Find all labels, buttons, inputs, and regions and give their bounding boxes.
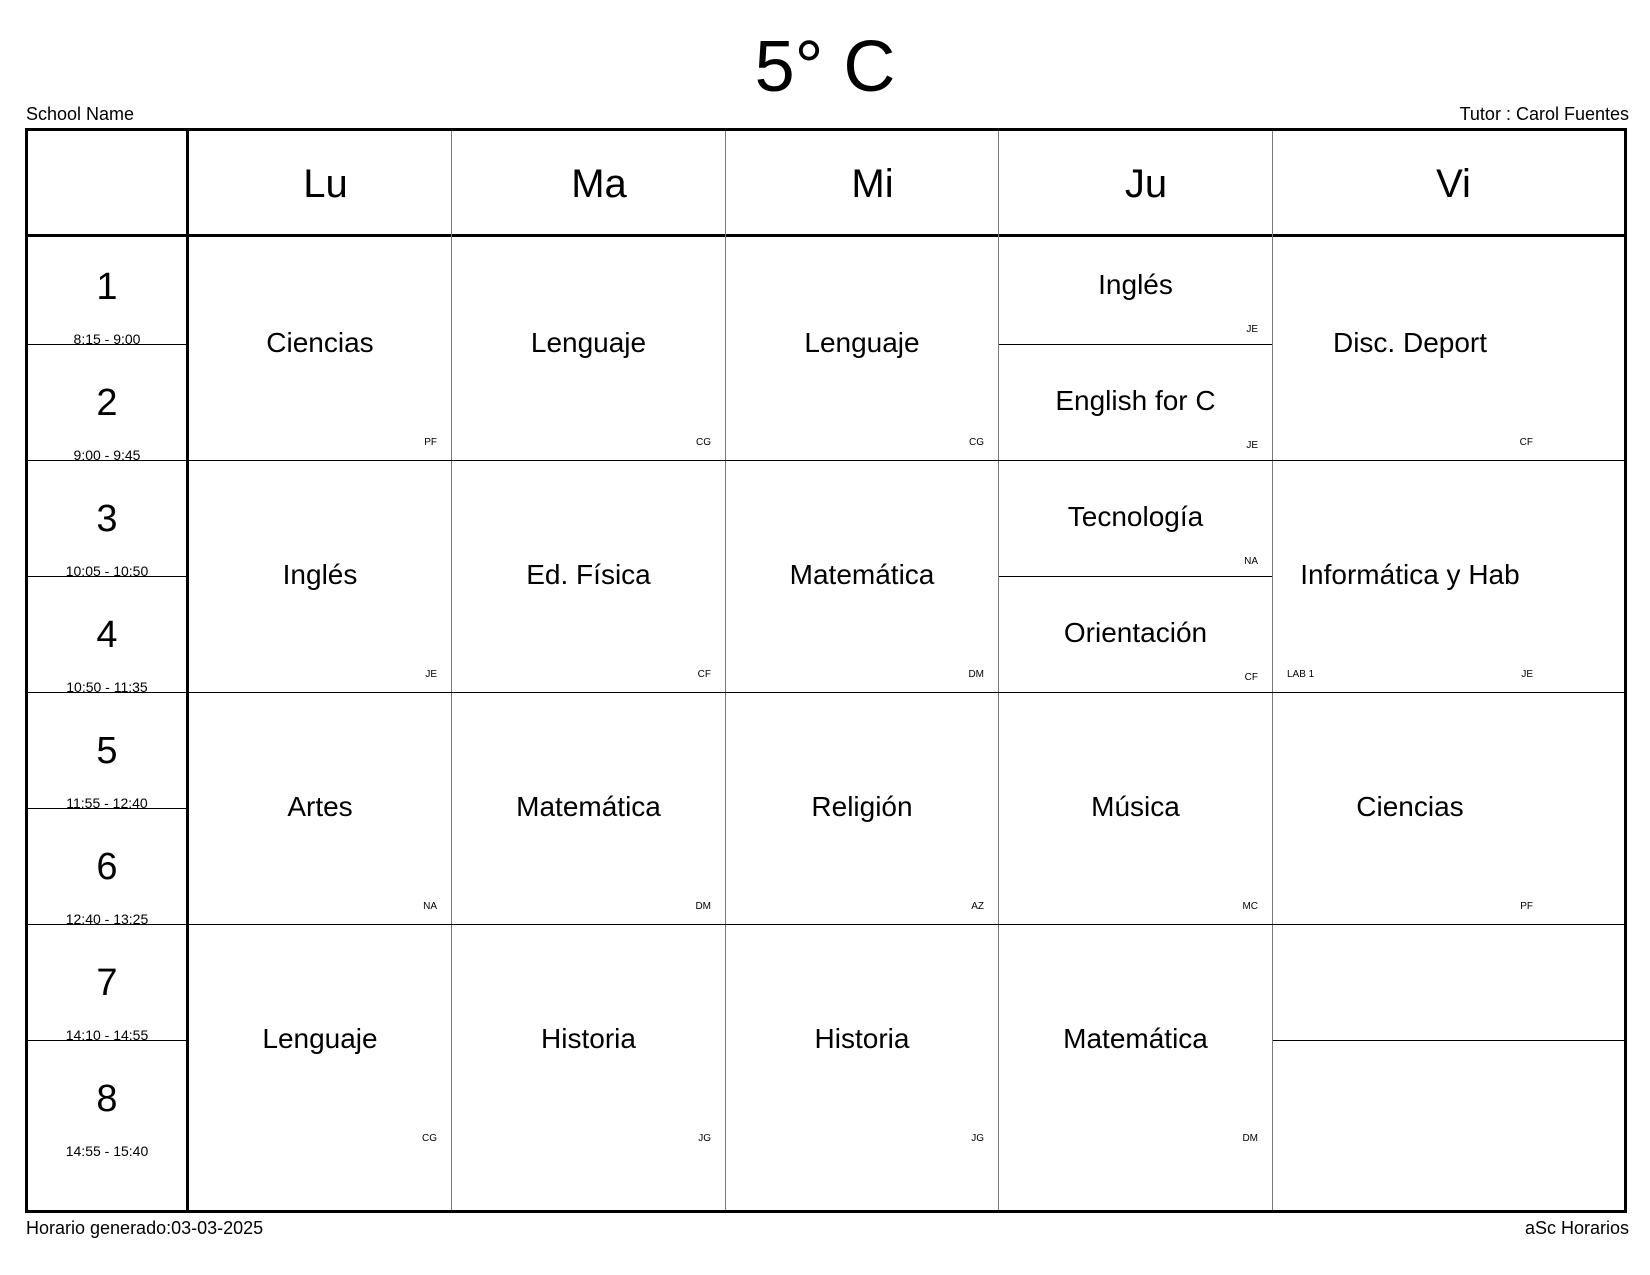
lesson-cell[interactable] (999, 925, 1272, 1156)
lesson-cell[interactable] (999, 461, 1272, 576)
lesson-cell[interactable] (1273, 228, 1547, 460)
lesson-cell[interactable] (1273, 461, 1547, 692)
lesson-subject: Lenguaje (804, 327, 920, 358)
lesson-subject: Religión (811, 791, 913, 822)
period-4 (28, 613, 186, 696)
period-time: 14:55 - 15:40 (65, 1143, 149, 1159)
lesson-teacher: DM (1242, 1133, 1258, 1144)
period-6 (28, 845, 186, 928)
lesson-subject: Inglés (1098, 269, 1173, 300)
lesson-teacher: CG (969, 437, 984, 448)
lesson-cell[interactable] (999, 577, 1272, 692)
lesson-teacher: JG (971, 1133, 984, 1144)
lesson-subject: Inglés (282, 559, 358, 590)
period-number: 6 (96, 846, 118, 888)
lesson-teacher: CF (1244, 672, 1258, 683)
lesson-subject: Matemática (1063, 1023, 1208, 1054)
lesson-cell[interactable] (726, 228, 998, 460)
lesson-cell[interactable] (189, 925, 451, 1156)
lesson-room: LAB 1 (1287, 669, 1315, 680)
timetable-grid (25, 128, 1627, 1213)
lesson-cell[interactable] (189, 461, 451, 692)
empty-slot[interactable] (1273, 925, 1624, 1040)
lesson-cell[interactable] (452, 461, 725, 692)
day-header-ju: Ju (1124, 161, 1168, 206)
period-time: 9:00 - 9:45 (73, 447, 141, 463)
period-time: 12:40 - 13:25 (65, 911, 149, 927)
lesson-cell[interactable] (189, 693, 451, 924)
lesson-subject: Lenguaje (262, 1023, 378, 1054)
lesson-cell[interactable] (999, 345, 1272, 460)
lesson-cell[interactable] (726, 461, 998, 692)
lesson-cell[interactable] (452, 925, 725, 1156)
lesson-subject: Matemática (516, 791, 661, 822)
period-time: 8:15 - 9:00 (73, 331, 141, 347)
period-2 (28, 381, 186, 464)
lesson-teacher: JE (1246, 324, 1258, 335)
lesson-subject: Ciencias (266, 327, 374, 358)
day-header-lu: Lu (303, 161, 348, 206)
lesson-subject: Orientación (1063, 617, 1208, 648)
period-3 (28, 497, 186, 580)
lesson-teacher: PF (1520, 901, 1533, 912)
period-number: 4 (96, 614, 118, 656)
period-number: 1 (96, 266, 118, 308)
lesson-teacher: CG (696, 437, 711, 448)
period-number: 8 (96, 1078, 118, 1120)
lesson-teacher: JE (425, 669, 437, 680)
lesson-teacher: MC (1242, 901, 1258, 912)
tutor-label: Tutor : Carol Fuentes (1459, 104, 1629, 124)
period-time: 11:55 - 12:40 (66, 795, 148, 811)
lesson-teacher: NA (1244, 556, 1258, 567)
lesson-cell[interactable] (189, 228, 451, 460)
lesson-subject: Música (1091, 791, 1180, 822)
day-header-vi (1283, 131, 1624, 237)
period-number: 7 (96, 962, 118, 1004)
period-1 (28, 265, 186, 348)
lesson-teacher: PF (424, 437, 437, 448)
lesson-teacher: DM (695, 901, 711, 912)
lesson-cell[interactable] (452, 228, 725, 460)
lesson-cell[interactable] (999, 228, 1272, 344)
lesson-subject: Artes (287, 791, 353, 822)
lesson-teacher: NA (423, 901, 437, 912)
lesson-cell[interactable] (726, 925, 998, 1156)
lesson-subject: Lenguaje (530, 327, 647, 358)
generated-date: Horario generado:03-03-2025 (26, 1218, 264, 1238)
day-header-row (28, 131, 1624, 237)
lesson-subject: Informática y Hab (1300, 559, 1520, 590)
period-number: 5 (96, 730, 118, 772)
period-time: 10:50 - 11:35 (66, 679, 148, 695)
lesson-cell[interactable] (452, 693, 725, 924)
day-header-mi: Mi (851, 161, 894, 206)
period-time: 14:10 - 14:55 (65, 1027, 149, 1043)
lesson-cell[interactable] (999, 693, 1272, 924)
lesson-subject: Historia (814, 1023, 910, 1054)
lesson-teacher: CF (1519, 437, 1533, 448)
lesson-teacher: CG (422, 1133, 437, 1144)
period-5 (28, 729, 186, 812)
school-name: School Name (26, 104, 135, 124)
period-time: 10:05 - 10:50 (65, 563, 149, 579)
lesson-teacher: CF (697, 669, 711, 680)
lesson-subject: Disc. Deport (1332, 327, 1488, 358)
lesson-subject: Ed. Física (526, 559, 651, 590)
lesson-subject: English for C (1055, 385, 1216, 416)
lesson-subject: Tecnología (1067, 501, 1204, 532)
lesson-teacher: AZ (971, 901, 984, 912)
class-title: 5° C (754, 27, 896, 107)
lesson-cell[interactable] (1273, 693, 1547, 924)
lesson-teacher: JG (698, 1133, 711, 1144)
lesson-subject: Historia (541, 1023, 636, 1054)
day-header-ma: Ma (571, 161, 627, 206)
lesson-subject: Ciencias (1356, 791, 1464, 822)
day-header-vi-label: Vi (1436, 161, 1471, 206)
lesson-teacher: JE (1521, 669, 1533, 680)
empty-slot[interactable] (1273, 1041, 1624, 1156)
period-number: 3 (96, 498, 118, 540)
lesson-cell[interactable] (726, 693, 998, 924)
lesson-teacher: DM (968, 669, 984, 680)
period-8 (28, 1077, 186, 1160)
brand-label: aSc Horarios (1524, 1218, 1629, 1238)
lesson-teacher: JE (1246, 440, 1258, 451)
lesson-subject: Matemática (789, 559, 935, 590)
period-7 (28, 961, 186, 1044)
period-number: 2 (96, 382, 118, 424)
